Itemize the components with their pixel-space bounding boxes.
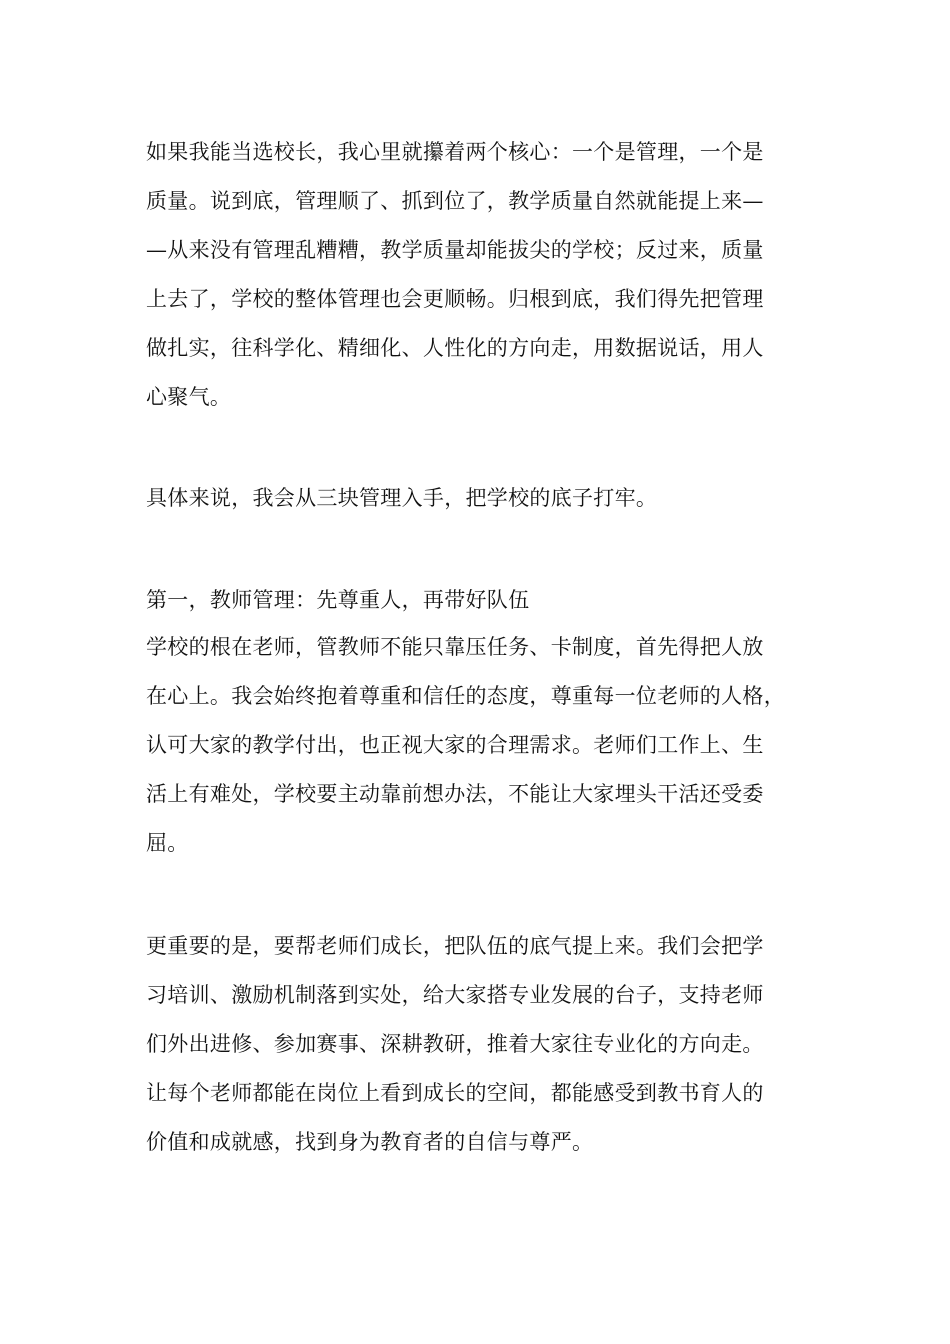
paragraph-3-line-4: 活上有难处，学校要主动靠前想办法，不能让大家埋头干活还受委 [146,782,764,806]
paragraph-4-line-3: 们外出进修、参加赛事、深耕教研，推着大家往专业化的方向走。 [146,1032,764,1056]
paragraph-1-line-5: 做扎实，往科学化、精细化、人性化的方向走，用数据说话，用人 [146,336,764,360]
paragraph-4-line-5: 价值和成就感，找到身为教育者的自信与尊严。 [146,1130,594,1154]
paragraph-4-line-2: 习培训、激励机制落到实处，给大家搭专业发展的台子，支持老师 [146,983,764,1007]
paragraph-4-line-4: 让每个老师都能在岗位上看到成长的空间，都能感受到教书育人的 [146,1081,764,1105]
paragraph-1-line-4: 上去了，学校的整体管理也会更顺畅。归根到底，我们得先把管理 [146,287,764,311]
paragraph-1-line-3: —从来没有管理乱糟糟，教学质量却能拔尖的学校；反过来，质量 [146,238,764,262]
paragraph-3-line-5: 屈。 [146,831,189,855]
paragraph-3-line-3: 认可大家的教学付出，也正视大家的合理需求。老师们工作上、生 [146,733,764,757]
paragraph-1-line-2: 质量。说到底，管理顺了、抓到位了，教学质量自然就能提上来— [146,189,764,213]
section-1-heading: 第一，教师管理：先尊重人，再带好队伍 [146,588,530,612]
paragraph-4-line-1: 更重要的是，要帮老师们成长，把队伍的底气提上来。我们会把学 [146,934,764,958]
paragraph-1-line-1: 如果我能当选校长，我心里就攥着两个核心：一个是管理，一个是 [146,140,764,164]
paragraph-1-line-6: 心聚气。 [146,385,232,409]
paragraph-3-line-1: 学校的根在老师，管教师不能只靠压任务、卡制度，首先得把人放 [146,635,764,659]
paragraph-3-line-2: 在心上。我会始终抱着尊重和信任的态度，尊重每一位老师的人格， [146,684,785,708]
paragraph-2-line-1: 具体来说，我会从三块管理入手，把学校的底子打牢。 [146,486,658,510]
